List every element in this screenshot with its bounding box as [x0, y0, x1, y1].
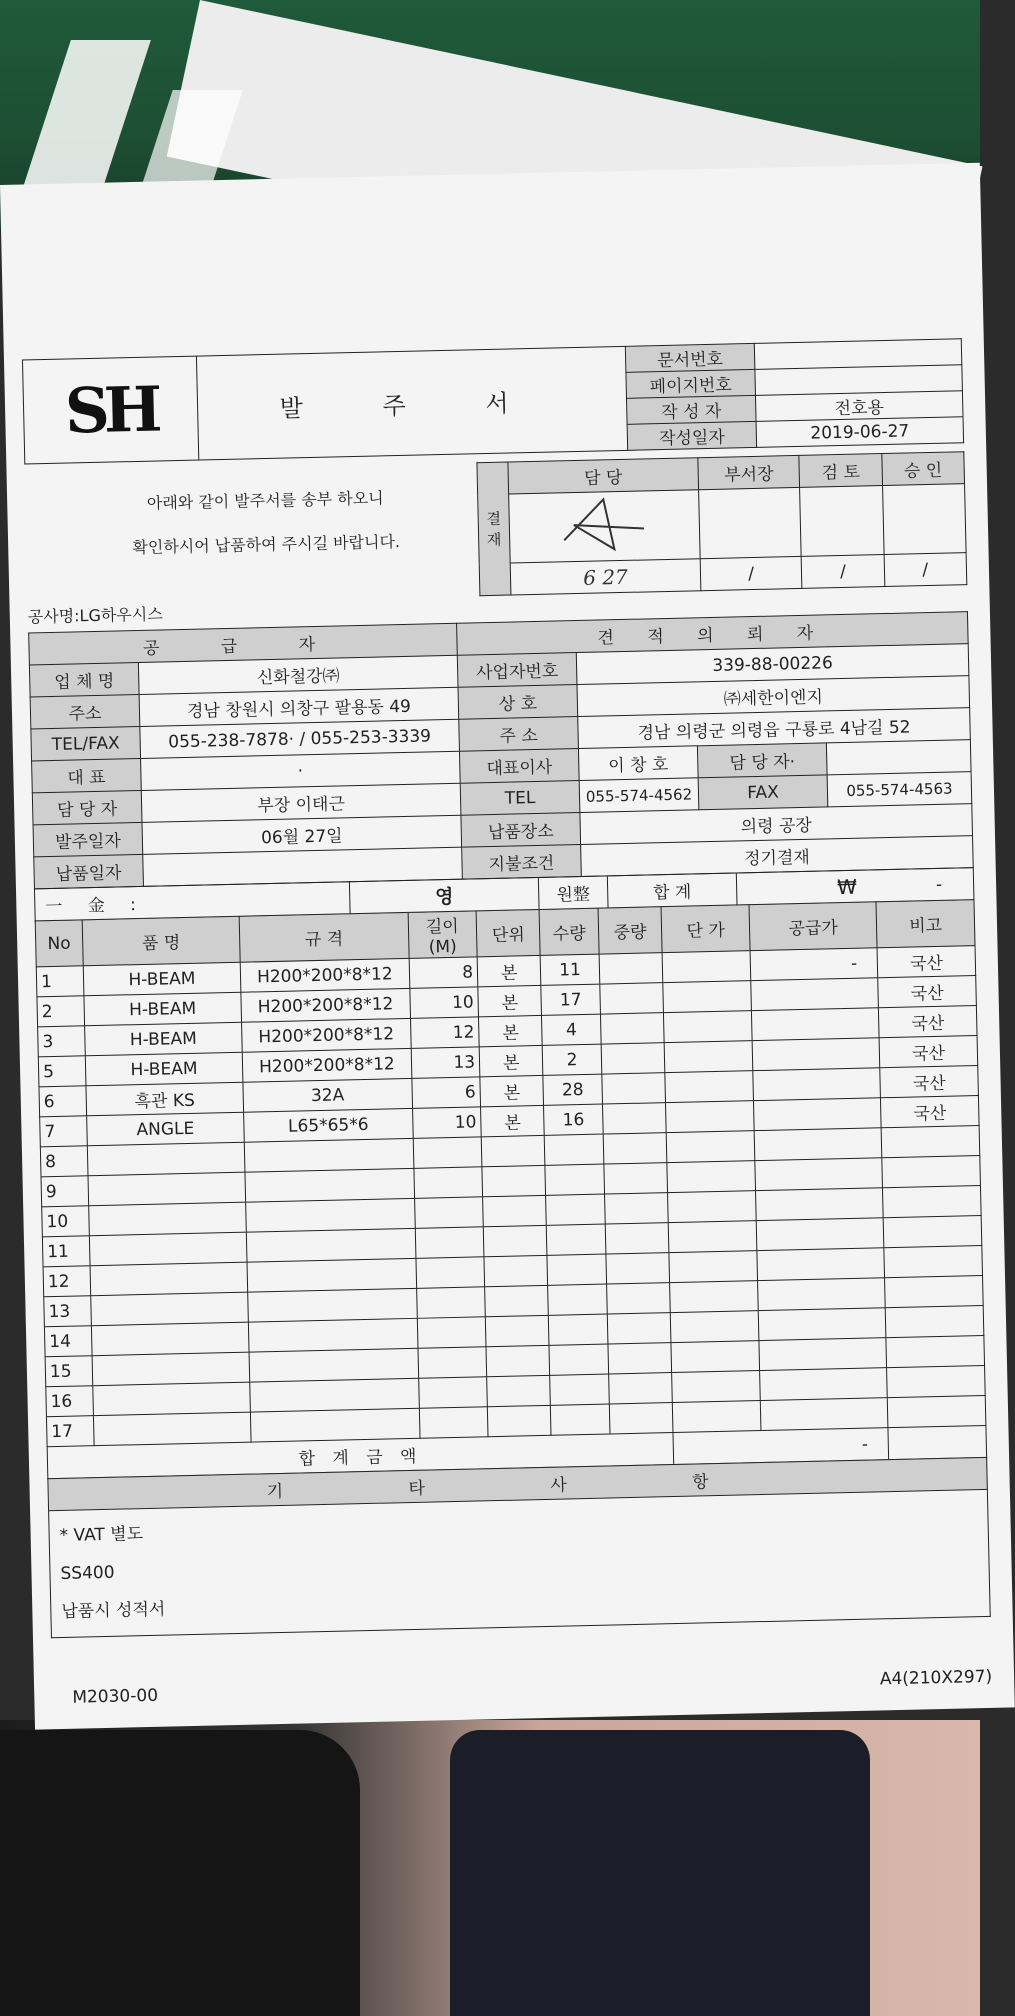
approval-slash: /	[700, 556, 802, 590]
cell-unit	[483, 1195, 547, 1226]
cell-len: 10	[412, 1107, 481, 1139]
approval-box	[882, 484, 966, 555]
cell-price	[668, 1221, 757, 1253]
cell-no: 12	[43, 1266, 90, 1297]
column-header: 중량	[598, 907, 662, 954]
cell-name	[89, 1232, 247, 1266]
cell-unit: 본	[479, 1015, 543, 1046]
cell-qty: 11	[540, 954, 599, 985]
cell-weight	[600, 1013, 664, 1044]
cell-qty	[546, 1194, 605, 1225]
approval-box	[800, 486, 884, 557]
cell-price	[662, 951, 751, 983]
cell-no: 14	[44, 1326, 91, 1357]
intro-text	[65, 475, 467, 572]
cell-price	[671, 1341, 760, 1373]
cell-unit	[487, 1375, 551, 1406]
supplier-value: 부장 이태근	[141, 783, 461, 822]
cell-unit	[484, 1255, 548, 1286]
cell-weight	[600, 983, 664, 1014]
cell-price	[664, 1011, 753, 1043]
cell-qty	[547, 1224, 606, 1255]
cell-price	[665, 1071, 754, 1103]
requester-value: ㈜세한이엔지	[577, 676, 970, 717]
cell-note: 국산	[877, 946, 975, 978]
cell-weight	[605, 1223, 669, 1254]
form-code: M2030-00	[72, 1685, 159, 1708]
cell-price	[668, 1191, 757, 1223]
supplier-label: 담 당 자	[32, 790, 142, 824]
cell-price	[670, 1281, 759, 1313]
column-header: 공급가	[749, 902, 877, 951]
cell-spec	[250, 1378, 419, 1412]
remarks-body	[49, 1489, 991, 1637]
requester-value	[826, 740, 971, 775]
cell-len	[414, 1197, 483, 1229]
cell-note	[884, 1245, 982, 1277]
cell-no: 10	[42, 1206, 89, 1237]
signature-mark	[554, 493, 655, 555]
supplier-value: 경남 창원시 의창구 팔용동 49	[139, 687, 459, 726]
column-header: 단 가	[661, 905, 750, 953]
paper-size: A4(210X297)	[879, 1666, 993, 1689]
cell-unit: 본	[479, 1045, 543, 1076]
cell-weight	[599, 953, 663, 984]
cell-supply	[755, 1158, 883, 1191]
cell-weight	[609, 1403, 673, 1434]
approval-side-label: 결 재	[477, 462, 511, 596]
cell-name	[90, 1262, 248, 1296]
supplier-label: TEL/FAX	[31, 726, 141, 760]
cell-len: 13	[411, 1047, 480, 1079]
requester-label: FAX	[698, 775, 828, 810]
cell-no: 17	[46, 1416, 93, 1447]
cell-unit	[485, 1315, 549, 1346]
sign-date: 6 27	[510, 559, 701, 595]
cell-len	[417, 1317, 486, 1349]
total-note	[888, 1425, 986, 1459]
cell-no: 15	[45, 1356, 92, 1387]
meta-value: 전호용	[755, 391, 963, 422]
supplier-value: 055-238-7878· / 055-253-3339	[140, 719, 460, 758]
cell-no: 16	[46, 1386, 93, 1417]
approval-role: 승 인	[881, 452, 964, 486]
cell-spec: H200*200*8*12	[240, 958, 409, 992]
cell-supply	[760, 1398, 888, 1431]
cell-name	[90, 1292, 248, 1326]
cell-note: 국산	[879, 1036, 977, 1068]
cell-note	[886, 1335, 984, 1367]
cell-note: 국산	[881, 1096, 979, 1128]
background-person	[450, 1730, 870, 2016]
remark-line: 납품시 성적서	[61, 1599, 166, 1622]
approval-signature	[509, 490, 700, 563]
cell-qty	[547, 1254, 606, 1285]
cell-name: H-BEAM	[84, 992, 242, 1026]
cell-len	[418, 1377, 487, 1409]
cell-name	[92, 1382, 250, 1416]
intro-line: 아래와 같이 발주서를 송부 하오니	[146, 488, 384, 513]
cell-supply	[758, 1308, 886, 1341]
cell-no: 2	[37, 996, 84, 1027]
cell-spec	[247, 1258, 416, 1292]
cell-supply	[754, 1128, 882, 1161]
approval-table	[476, 451, 967, 596]
cell-note: 국산	[879, 1006, 977, 1038]
cell-spec: H200*200*8*12	[242, 1018, 411, 1052]
cell-qty: 4	[542, 1014, 601, 1045]
cell-unit	[481, 1135, 545, 1166]
remark-line: SS400	[60, 1562, 115, 1584]
cell-price	[672, 1371, 761, 1403]
cell-no: 11	[42, 1236, 89, 1267]
cell-price	[663, 981, 752, 1013]
cell-note	[881, 1126, 979, 1158]
cell-name: H-BEAM	[83, 962, 241, 996]
cell-supply	[757, 1248, 885, 1281]
doc-title-cell	[196, 346, 627, 460]
cell-spec	[248, 1318, 417, 1352]
supplier-header: 공 급 자	[29, 623, 458, 665]
cell-spec	[246, 1228, 415, 1262]
cell-supply: -	[750, 948, 878, 981]
cell-note	[883, 1216, 981, 1248]
cell-supply	[753, 1068, 881, 1101]
cell-supply	[760, 1368, 888, 1401]
requester-label: 사업자번호	[457, 653, 577, 688]
parties-table	[28, 611, 974, 889]
cell-name: 흑관 KS	[86, 1082, 244, 1116]
cell-supply	[758, 1278, 886, 1311]
cell-len: 8	[409, 957, 478, 989]
logo-text: SH	[64, 372, 158, 448]
cell-len	[414, 1167, 483, 1199]
cell-weight	[606, 1253, 670, 1284]
supplier-label: 대 표	[32, 758, 142, 792]
cell-len: 6	[412, 1077, 481, 1109]
cell-name	[92, 1352, 250, 1386]
cell-price	[664, 1041, 753, 1073]
intro-section	[24, 443, 967, 604]
cell-weight	[608, 1343, 672, 1374]
meta-label: 페이지번호	[626, 369, 756, 398]
cell-weight	[607, 1313, 671, 1344]
column-header: 단위	[476, 909, 540, 956]
purchase-order-sheet	[0, 163, 1015, 1730]
cell-qty	[549, 1314, 608, 1345]
cell-price	[670, 1311, 759, 1343]
cell-qty: 16	[544, 1104, 603, 1135]
cell-name: ANGLE	[86, 1112, 244, 1146]
cell-supply	[756, 1218, 884, 1251]
cell-unit	[486, 1345, 550, 1376]
approval-slash: /	[802, 555, 885, 589]
cell-supply	[751, 978, 879, 1011]
cell-weight	[604, 1163, 668, 1194]
requester-value: 055-574-4563	[827, 772, 972, 807]
cell-qty	[550, 1374, 609, 1405]
requester-value: 경남 의령군 의령읍 구룡로 4남길 52	[578, 708, 971, 749]
cell-no: 7	[40, 1116, 87, 1147]
cell-weight	[608, 1373, 672, 1404]
supplier-value: 신화철강㈜	[138, 655, 458, 694]
cell-price	[672, 1401, 761, 1433]
approval-box	[698, 487, 801, 558]
company-logo	[22, 356, 198, 464]
cell-spec	[250, 1408, 419, 1442]
column-header: 길이(M)	[408, 911, 477, 959]
total-value: -	[673, 1428, 889, 1465]
cell-supply	[756, 1188, 884, 1221]
cell-name	[91, 1322, 249, 1356]
cell-price	[666, 1101, 755, 1133]
cell-note: 국산	[880, 1066, 978, 1098]
cell-no: 6	[39, 1086, 86, 1117]
supplier-label: 업 체 명	[29, 662, 139, 696]
cell-note	[883, 1186, 981, 1218]
supplier-value: ·	[141, 751, 461, 790]
requester-label: 상 호	[458, 685, 578, 720]
cell-note	[887, 1395, 985, 1427]
requester-header: 견 적 의 뢰 자	[457, 612, 969, 656]
cell-no: 3	[38, 1026, 85, 1057]
approval-slash: /	[884, 553, 967, 587]
items-table	[35, 899, 987, 1479]
cell-note	[882, 1156, 980, 1188]
cell-price	[667, 1161, 756, 1193]
cell-weight	[602, 1103, 666, 1134]
cell-spec	[246, 1198, 415, 1232]
requester-label: TEL	[460, 781, 580, 816]
cell-len: 12	[410, 1017, 479, 1049]
cell-name	[88, 1172, 246, 1206]
cell-len: 10	[409, 987, 478, 1019]
cell-no: 5	[38, 1056, 85, 1087]
cell-no: 13	[44, 1296, 91, 1327]
cell-weight	[602, 1073, 666, 1104]
requester-value: 정기결재	[581, 836, 974, 877]
amount-value: 영	[349, 877, 539, 914]
cell-spec: 32A	[243, 1078, 412, 1112]
cell-no: 9	[41, 1176, 88, 1207]
cell-qty: 17	[541, 984, 600, 1015]
supplier-label: 주소	[30, 694, 140, 728]
requester-label: 대표이사	[459, 749, 579, 784]
cell-spec	[248, 1288, 417, 1322]
cell-unit	[483, 1225, 547, 1256]
cell-qty: 2	[543, 1044, 602, 1075]
cell-spec	[249, 1348, 418, 1382]
cell-unit: 본	[480, 1075, 544, 1106]
cell-no: 1	[36, 966, 83, 997]
approval-role: 검 토	[799, 454, 882, 488]
cell-qty	[551, 1404, 610, 1435]
background-chair	[0, 1730, 360, 2016]
cell-note: 국산	[878, 976, 976, 1008]
column-header: 규 격	[239, 912, 409, 962]
remarks-table	[47, 1456, 990, 1637]
approval-role: 담 당	[508, 458, 699, 494]
remarks-header: 기 타 사 항	[48, 1457, 987, 1510]
column-header: 수량	[539, 908, 599, 955]
amount-currency: ₩	[736, 869, 905, 906]
supplier-value: 06월 27일	[142, 815, 462, 854]
supplier-label: 납품일자	[34, 854, 144, 888]
requester-label: 담 당 자·	[697, 743, 827, 778]
cell-qty	[548, 1284, 607, 1315]
requester-label: 납품장소	[461, 813, 581, 848]
requester-label: 지불조건	[462, 844, 582, 879]
project-name: 공사명:LG하우시스	[27, 604, 163, 627]
cell-len	[416, 1257, 485, 1289]
total-label: 합 계 금 액	[47, 1433, 674, 1479]
cell-spec: H200*200*8*12	[241, 988, 410, 1022]
meta-label: 작 성 자	[627, 395, 757, 424]
cell-note	[887, 1365, 985, 1397]
cell-name: H-BEAM	[85, 1052, 243, 1086]
cell-unit	[482, 1165, 546, 1196]
cell-weight	[603, 1133, 667, 1164]
cell-unit	[485, 1285, 549, 1316]
amount-sum: -	[905, 867, 974, 902]
cell-unit	[487, 1405, 551, 1436]
cell-len	[413, 1137, 482, 1169]
supplier-label: 발주일자	[33, 822, 143, 856]
cell-unit: 본	[477, 955, 541, 986]
meta-label: 작성일자	[627, 421, 757, 450]
column-header: 품 명	[82, 916, 240, 966]
column-header: 비고	[876, 900, 975, 948]
requester-value: 339-88-00226	[576, 644, 969, 685]
cell-price	[666, 1131, 755, 1163]
requester-value: 이 창 호	[578, 746, 698, 781]
cell-name	[87, 1142, 245, 1176]
cell-spec: H200*200*8*12	[242, 1048, 411, 1082]
cell-price	[669, 1251, 758, 1283]
cell-spec	[244, 1138, 413, 1172]
requester-value: 055-574-4562	[579, 778, 699, 813]
cell-name	[88, 1202, 246, 1236]
cell-weight	[606, 1283, 670, 1314]
cell-qty: 28	[543, 1074, 602, 1105]
cell-qty	[549, 1344, 608, 1375]
cell-supply	[753, 1098, 881, 1131]
cell-qty	[545, 1164, 604, 1195]
approval-role: 부서장	[698, 455, 800, 489]
cell-weight	[604, 1193, 668, 1224]
cell-supply	[751, 1008, 879, 1041]
meta-value: 2019-06-27	[756, 417, 964, 448]
cell-name: H-BEAM	[84, 1022, 242, 1056]
cell-unit: 본	[478, 985, 542, 1016]
amount-sum-label: 합 계	[607, 872, 737, 908]
requester-value: 의령 공장	[580, 804, 973, 845]
cell-qty	[545, 1134, 604, 1165]
meta-label: 문서번호	[625, 343, 755, 372]
cell-len	[416, 1287, 485, 1319]
cell-supply	[752, 1038, 880, 1071]
cell-unit: 본	[481, 1105, 545, 1136]
cell-len	[415, 1227, 484, 1259]
amount-label: 一 金 :	[34, 881, 350, 921]
remark-line: * VAT 별도	[59, 1523, 144, 1546]
column-header: No	[35, 920, 83, 967]
cell-note	[885, 1275, 983, 1307]
cell-no: 8	[40, 1146, 87, 1177]
cell-supply	[759, 1338, 887, 1371]
cell-len	[418, 1347, 487, 1379]
doc-title: 발 주 서	[279, 388, 545, 423]
amount-unit: 원整	[538, 875, 608, 910]
requester-label: 주 소	[459, 717, 579, 752]
cell-len	[419, 1407, 488, 1439]
cell-spec: L65*65*6	[244, 1108, 413, 1142]
intro-line: 확인하시어 납품하여 주시길 바랍니다.	[132, 532, 401, 558]
cell-spec	[245, 1168, 414, 1202]
cell-name	[93, 1412, 251, 1446]
cell-weight	[601, 1043, 665, 1074]
cell-note	[885, 1305, 983, 1337]
